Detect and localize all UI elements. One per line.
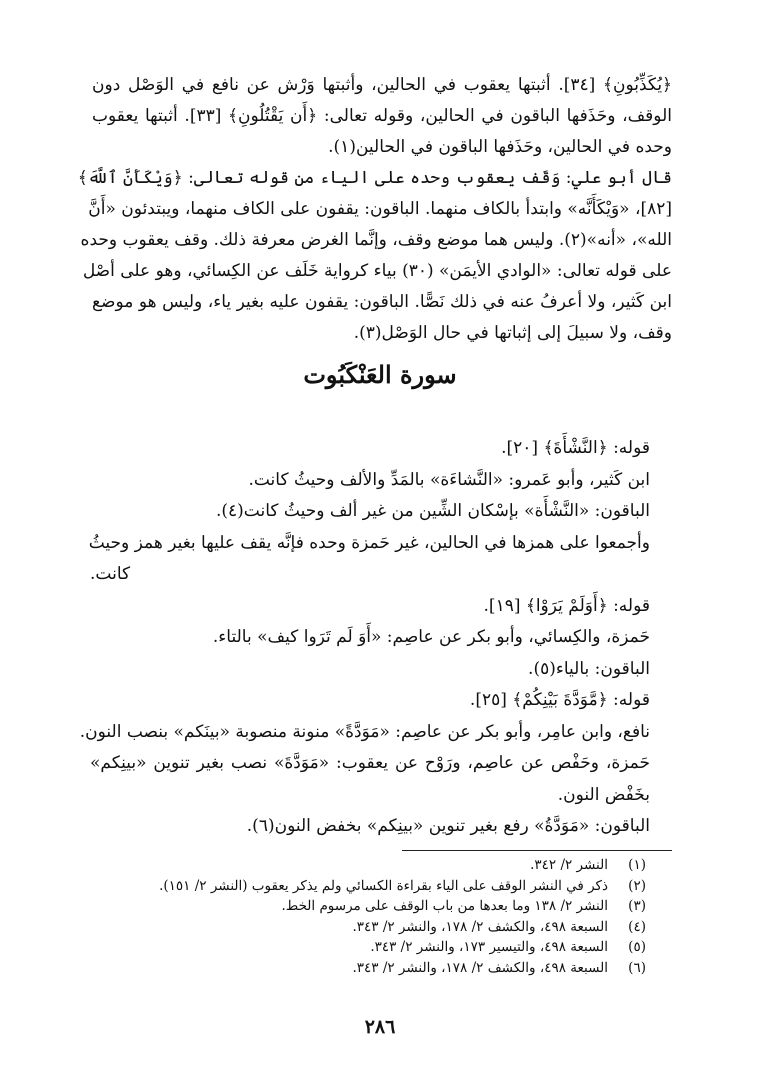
footnote xyxy=(86,876,646,897)
text-line: الباقون: «مَوَدَّةُ» رفع بغير تنوين «بينِكم» بخفض النون(٦). xyxy=(246,816,650,836)
footnote-text: السبعة ٤٩٨، والتيسير ١٧٣، والنشر ٢/ ٣٤٣. xyxy=(370,939,608,955)
footnote-text: السبعة ٤٩٨، والكشف ٢/ ١٧٨، والنشر ٢/ ٣٤٣. xyxy=(352,918,608,935)
footnote-text: النشر ٢/ ٣٤٢. xyxy=(530,857,608,873)
footnote-number: (١) xyxy=(628,857,646,873)
text-line: ﴿يُكَذِّبُونِ﴾ [٣٤]. أثبتها يعقوب في الحالين، وأثبتها وَرْش عن نافع في الوَصْل دون xyxy=(92,75,673,95)
footnote xyxy=(86,917,646,938)
footnote-divider xyxy=(402,850,672,851)
footnote-text: النشر ٢/ ١٣٨ وما بعدها من باب الوقف على مرسوم الخط. xyxy=(281,898,608,914)
surah-body xyxy=(79,433,650,843)
text-line: الباقون: بالياء(٥). xyxy=(528,658,650,679)
text-line: وحده في الحالين، وحَذَفها الباقون في الحالين(١). xyxy=(328,137,672,157)
text-line: قوله: ﴿أَوَلَمْ يَرَوْا﴾ [١٩]. xyxy=(483,595,650,616)
text-line: ابن كَثير، ولا أعرفُ عنه في ذلك نَصًّا. الباقون: يقفون عليه بغير ياء، وليس هو موضع xyxy=(92,292,672,312)
text-line: الوقف، وحَذَفها الباقون في الحالين، وقوله تعالى: ﴿أَن يَقْتُلُونِ﴾ [٣٣]. أثبتها يعقوب xyxy=(92,106,672,126)
footnotes xyxy=(86,855,646,978)
text-line: قوله: ﴿النَّشْأَةَ﴾ [٢٠]. xyxy=(501,438,650,458)
footnote-number: (٢) xyxy=(628,877,646,894)
footnote-text: السبعة ٤٩٨، والكشف ٢/ ١٧٨، والنشر ٢/ ٣٤٣. xyxy=(352,959,608,976)
text-line: وقف، ولا سبيلَ إلى إثباتها في حال الوَصْل(٣). xyxy=(353,323,672,343)
footnote xyxy=(86,896,646,917)
footnote-number: (٦) xyxy=(628,959,646,976)
text-line: حَمزة، وحَفْص عن عاصِم، ورَوْح عن يعقوب: «مَوَدَّةَ» نصب بغير تنوين «بينِكم» xyxy=(90,753,650,773)
footnote xyxy=(86,855,646,876)
text-line: الباقون: «النَّشْأَة» بإسْكان الشِّين من غير ألف وحيثُ كانت(٤). xyxy=(215,501,650,521)
text-line: كانت. xyxy=(90,564,131,584)
text-line: بخَفْض النون. xyxy=(557,784,650,805)
text-line: الله»، «أنه»(٢). وليس هما موضع وقف، وإنَّما الغرض معرفة ذلك. وقف يعقوب وحده xyxy=(80,230,672,250)
text-line: [٨٢]، «وَيْكَأَنَّه» وابتدأ بالكاف منهما. الباقون: يقفون على الكاف منهما، ويبتدئون «أَنَّ xyxy=(88,199,672,219)
text-line: قوله: ﴿مَّوَدَّةَ بَيْنِكُمْ﴾ [٢٥]. xyxy=(469,690,650,710)
text-line: وأجمعوا على همزها في الحالين، غير حَمزة وحده فإنَّه يقف عليها بغير همز وحيثُ xyxy=(88,532,650,553)
footnote-number: (٥) xyxy=(628,939,646,955)
intro-paragraph xyxy=(77,163,672,349)
text-line: قال أبو علي: وَقَف يعقوب وحده على الياء من قوله تعالى: ﴿وَيْكَأَنَّ ٱللَّهَ﴾ xyxy=(77,168,672,188)
text-line: على قوله تعالى: «الوادي الأيمَن» (٣٠) بياء كرواية خَلَف عن الكِسائي، وهو على أصْل xyxy=(82,261,672,281)
text-line: ابن كَثير، وأبو عَمرو: «النَّشاءَة» بالمَدِّ والألف وحيثُ كانت. xyxy=(248,469,650,490)
top-paragraph xyxy=(92,70,672,163)
footnote-number: (٤) xyxy=(628,918,646,935)
footnote-text: ذكر في النشر الوقف على الياء بقراءة الكسائي ولم يذكر يعقوب (النشر ٢/ ١٥١). xyxy=(159,877,608,894)
surah-title: سورة العَنْكَبُوت xyxy=(303,360,457,389)
footnote xyxy=(86,937,646,958)
text-line: حَمزة، والكِسائي، وأبو بكر عن عاصِم: «أَوَ لَم تَرَوا كيف» بالتاء. xyxy=(212,627,650,647)
footnote-number: (٣) xyxy=(628,898,646,914)
footnote xyxy=(86,958,646,979)
text-line: نافع، وابن عامِر، وأبو بكر عن عاصِم: «مَوَدَّةً» منونة منصوبة «بينَكم» بنصب النون. xyxy=(79,721,650,742)
page-number: ٢٨٦ xyxy=(364,1016,396,1038)
